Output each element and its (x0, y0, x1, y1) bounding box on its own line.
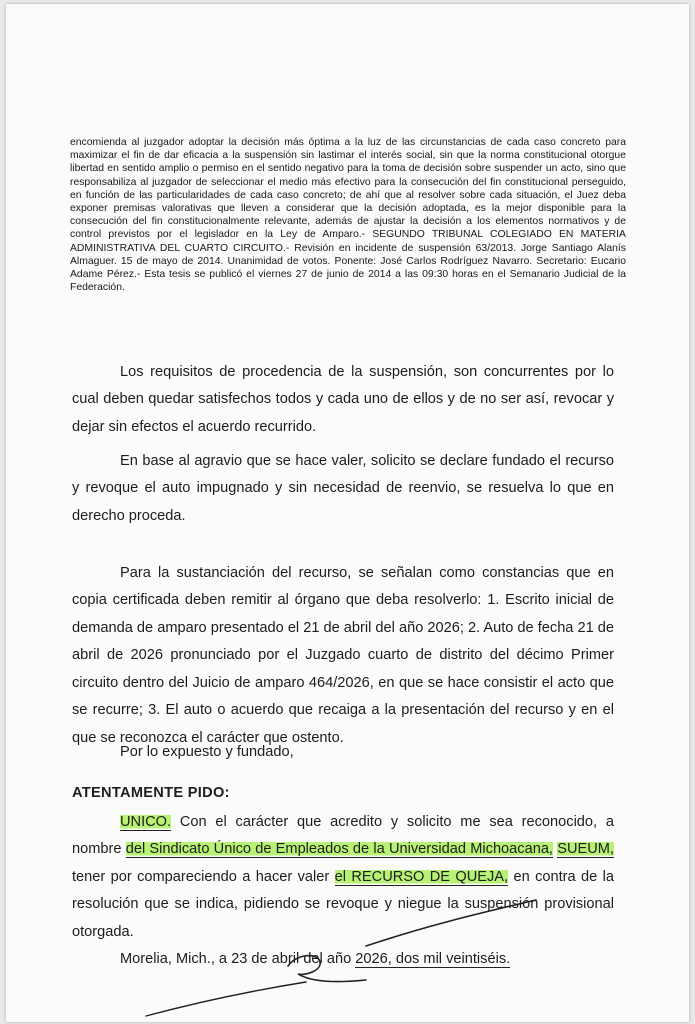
unico-highlight: UNICO. (120, 813, 172, 830)
closing-line (72, 946, 614, 974)
sueum-highlight: SUEUM, (557, 841, 614, 858)
paragraph-requisitos: Los requisitos de procedencia de la suspensión, son concurrentes por lo cual deben quedar satisfechos todos y cada uno de ellos y de no ser así, revocar y dejar sin efectos el acuerdo recurrido. (72, 363, 614, 435)
jurisprudence-citation: encomienda al juzgador adoptar la decisión más óptima a la luz de las circunstancias de cada caso concreto para maximizar el fin de dar eficacia a la suspensión sin lastimar el interés social, sin que la norma constitucional otorgue libertad en sentido amplio o permiso en el sentido negativo para la toma de decisión sobre suspender un acto, sino que responsabiliza al juzgador de seleccionar el medio más efectivo para la consecución del fin constitucional perseguido, en función de las particularidades de cada caso concreto; de ahí que al resolver sobre cada situación, el Juez deba exponer premisas valorativas que lleven a considerar que la decisión adoptada, es la mejor disponible para la consecución del fin constitucionalmente relevante, además de ajustar la decisión a los elementos normativos y de control previstos por el legislador en la Ley de Amparo.- SEGUNDO TRIBUNAL COLEGIADO EN MATERIA ADMINISTRATIVA DEL CUARTO CIRCUITO.- Revisión en incidente de suspensión 63/2013. Jorge Santiago Alanís Almaguer. 15 de mayo de 2014. Unanimidad de votos. Ponente: José Carlos Rodríguez Navarro. Secretario: Eucario Adame Pérez.- Esta tesis se publicó el viernes 27 de junio de 2014 a las 09:30 horas en el Semanario Judicial de la Federación. (70, 137, 626, 294)
signature-tail (146, 982, 306, 1016)
paragraph-constancias: Para la sustanciación del recurso, se señalan como constancias que en copia certificada deben remitir al órgano que deba resolverlo: 1. Escrito inicial de demanda de amparo presentado el 21 de abril del año 2026; 2. Auto de fecha 21 de abril de 2026 pronunciado por el Juzgado cuarto de distrito del décimo Primer circuito dentro del Juicio de amparo 464/2026, en que se hace consistir el acto que se recurre; 3. El auto o acuerdo que recaiga a la presentación del recurso y en el que se reconozca el carácter que ostento. (72, 564, 614, 746)
petition-paragraph (72, 809, 614, 947)
recurso-highlight: el RECURSO DE QUEJA, (334, 868, 509, 885)
document-page (6, 4, 689, 1022)
petition-text-1: Con el carácter que acredito y solicito me sea reconocido, a nombre (72, 813, 614, 858)
paragraph-agravio: En base al agravio que se hace valer, solicito se declare fundado el recurso y revoque el auto impugnado y sin necesidad de reenvio, se resuelva lo que en derecho proceda. (72, 452, 614, 524)
paragraph-expuesto: Por lo expuesto y fundado, (120, 743, 294, 760)
petition-text-3: en contra de la resolución que se indica, pidiendo se revoque y niegue la suspensión provisional otorgada. (72, 868, 614, 940)
place-date: Morelia, Mich., a 23 de abril del año (120, 950, 356, 967)
sindicato-highlight: del Sindicato Único de Empleados de la Universidad Michoacana, (125, 841, 553, 858)
petition-text-2: tener por compareciendo a hacer valer (72, 868, 335, 885)
petition-heading: ATENTAMENTE PIDO: (72, 784, 230, 801)
year-words: 2026, dos mil veintiséis. (355, 950, 511, 967)
